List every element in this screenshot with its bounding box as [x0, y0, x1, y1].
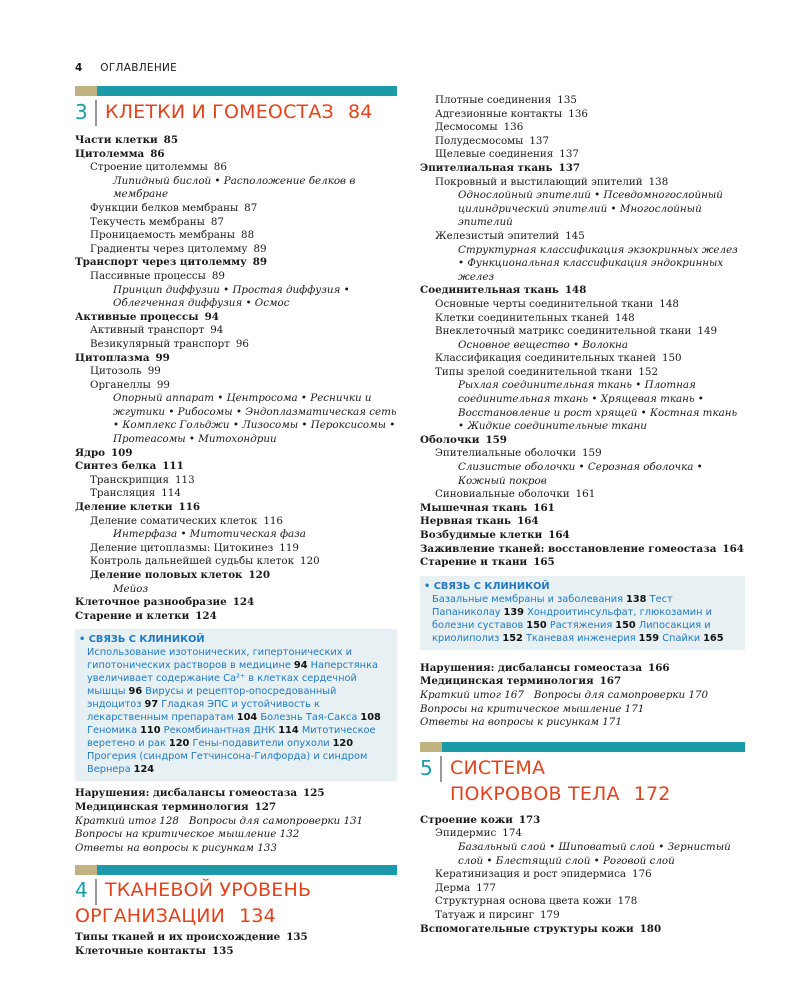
toc-entry [75, 270, 397, 284]
clinic-item-page: 120 [332, 738, 354, 750]
toc-entry [420, 94, 745, 108]
clinic-item-text: Вирусы и рецептор-опосредованный эндоцитоз [87, 686, 337, 711]
toc-list [420, 94, 745, 570]
clinic-item-page: 120 [168, 738, 190, 750]
toc-entry-text: Адгезионные контакты [435, 107, 563, 120]
toc-entry-text: Клеточное разнообразие [75, 596, 227, 609]
toc-entry [75, 216, 397, 230]
toc-entry-page: 99 [155, 351, 170, 364]
toc-entry [420, 529, 745, 543]
clinic-item-page: 150 [526, 619, 547, 631]
review-line [75, 842, 397, 856]
clinic-item-text: Использование изотонических, гипертонических и гипотонических растворов в медицине [87, 647, 353, 672]
clinic-item-text: Наперстянка увеличивает содержание Ca²⁺ в клетках сердечной мышцы [87, 660, 378, 698]
toc-entry [75, 365, 397, 379]
toc-entry-text: Медицинская терминология [75, 800, 249, 813]
clinic-item-text: Липосакция и криолиполиз [432, 619, 711, 644]
toc-entry-text: Везикулярный транспорт [90, 337, 230, 350]
toc-entry-page: 148 [615, 311, 635, 324]
toc-entry-text: Слизистые оболочки • Серозная оболочка • Кожный покров [458, 461, 703, 487]
clinic-item [87, 725, 161, 736]
toc-entry [75, 583, 397, 597]
toc-entry-text: Нарушения: дисбалансы гомеостаза [75, 787, 298, 800]
toc-entry-text: Деление клетки [75, 501, 173, 514]
toc-entry-page: 99 [147, 365, 161, 378]
toc-entry-text: Основные черты соединительной ткани [435, 297, 654, 310]
clinic-item-page: 97 [144, 699, 159, 711]
toc-entry-text: Цитолемма [75, 147, 145, 160]
toc-entry [75, 202, 397, 216]
clinic-item-text: Рекомбинантная ДНК [163, 725, 276, 737]
toc-entry-text: Цитоплазма [75, 351, 150, 364]
toc-entry-text: Клеточные контакты [75, 944, 206, 957]
toc-entry [420, 312, 745, 326]
clinic-item [164, 725, 299, 736]
toc-entry-text: Проницаемость мембраны [90, 229, 236, 242]
toc-entry [420, 339, 745, 353]
toc-entry-text: Органеллы [90, 378, 151, 391]
toc-entry-text: Структурная основа цвета кожи [435, 895, 612, 908]
toc-entry-page: 177 [476, 881, 496, 894]
clinic-item-text: Тканевая инженерия [525, 632, 636, 644]
toc-entry [420, 325, 745, 339]
clinic-heading: • СВЯЗЬ С КЛИНИКОЙ [424, 580, 739, 593]
toc-entry-page: 113 [174, 473, 195, 486]
toc-entry-text: Вспомогательные структуры кожи [420, 922, 634, 935]
toc-entry-page: 124 [232, 596, 255, 609]
toc-entry [75, 610, 397, 624]
toc-entry-text: Кератинизация и рост эпидермиса [435, 868, 627, 881]
toc-entry-page: 120 [300, 555, 320, 568]
toc-entry [420, 108, 745, 122]
toc-entry-page: 87 [210, 215, 224, 228]
toc-entry-page: 159 [581, 447, 602, 460]
right-column [420, 94, 745, 936]
toc-entry [75, 148, 397, 162]
toc-list-after [420, 662, 745, 689]
toc-entry-text: Железистый эпителий [435, 229, 560, 242]
left-column [75, 86, 397, 959]
clinic-item-page: 94 [293, 660, 308, 672]
toc-entry-text: Нарушения: дисбалансы гомеостаза [420, 661, 643, 674]
toc-review-lines [75, 815, 397, 856]
toc-entry-text: Строение цитолеммы [90, 161, 208, 174]
toc-list [75, 134, 397, 623]
toc-entry-text: Интерфаза • Митотическая фаза [113, 528, 306, 541]
review-line [420, 716, 745, 730]
chapter-number: 4 [75, 879, 97, 905]
toc-entry-text: Трансляция [90, 487, 156, 500]
toc-entry-page: 167 [599, 675, 622, 688]
toc-entry [420, 447, 745, 461]
toc-entry-page: 88 [241, 229, 255, 242]
toc-entry [75, 134, 397, 148]
toc-entry [75, 487, 397, 501]
toc-entry-page: 94 [210, 324, 224, 337]
toc-entry-page: 137 [529, 134, 550, 147]
toc-entry-text: Внеклеточный матрикс соединительной ткани [435, 325, 692, 338]
toc-entry-page: 87 [244, 201, 258, 214]
toc-entry-page: 137 [559, 148, 579, 161]
clinic-box [420, 576, 745, 650]
clinic-item-text: Геномика [87, 725, 138, 737]
toc-entry-page: 99 [156, 378, 170, 391]
clinic-item-text: Базальные мембраны и заболевания [432, 593, 624, 605]
toc-entry-text: Градиенты через цитолемму [90, 242, 248, 255]
toc-entry-page: 138 [648, 175, 669, 188]
toc-entry-text: Возбудимые клетки [420, 529, 543, 541]
toc-entry-text: Классификация соединительных тканей [435, 352, 656, 365]
toc-entry-text: Типы зрелой соединительной ткани [435, 365, 633, 378]
toc-entry [420, 461, 745, 488]
toc-entry-page: 86 [213, 161, 227, 174]
review-line [75, 828, 397, 842]
clinic-item-text: Гены-подавители опухоли [192, 738, 330, 750]
toc-entry-text: Опорный аппарат • Центросома • Реснички и жгутики • Рибосомы • Эндоплазматическая сеть • Комплекс Гольджи • Лизосомы • Пероксисомы • Протеасомы • Митохондрии [113, 392, 397, 446]
toc-entry [75, 175, 397, 202]
toc-entry [75, 931, 397, 945]
clinic-item-page: 152 [502, 632, 523, 644]
toc-entry-text: Полудесмосомы [435, 134, 524, 147]
toc-entry-text: Принцип диффузии • Простая диффузия • Облегченная диффузия • Осмос [113, 283, 350, 310]
chapter-bar [75, 86, 397, 96]
toc-entry [420, 502, 745, 516]
review-item: Ответы на вопросы к рисункам 133 [75, 841, 277, 854]
toc-entry [420, 675, 745, 689]
toc-entry-page: 152 [638, 365, 659, 378]
toc-entry [420, 379, 745, 433]
page-number: 4 [75, 62, 83, 74]
toc-entry-text: Заживление тканей: восстановление гомеостаза [420, 542, 717, 555]
review-item: Краткий итог 128 [75, 814, 179, 827]
chapter-5-heading [420, 742, 745, 806]
toc-entry [420, 868, 745, 882]
toc-entry-page: 145 [565, 229, 585, 242]
toc-entry [75, 161, 397, 175]
toc-entry-text: Цитозоль [90, 365, 142, 378]
toc-entry-page: 164 [548, 529, 570, 541]
toc-entry [420, 827, 745, 841]
toc-entry-page: 94 [204, 310, 219, 323]
chapter-title-line2: ОРГАНИЗАЦИИ [75, 905, 226, 928]
toc-entry [75, 447, 397, 461]
toc-entry-page: 89 [253, 242, 267, 255]
toc-entry [420, 135, 745, 149]
toc-entry [75, 515, 397, 529]
clinic-item-page: 104 [236, 712, 258, 724]
toc-entry [420, 882, 745, 896]
toc-entry-text: Плотные соединения [435, 94, 552, 106]
toc-entry-text: Деление цитоплазмы: Цитокинез [90, 541, 274, 554]
chapter-page: 84 [347, 101, 373, 123]
toc-entry-text: Дерма [435, 881, 471, 894]
toc-entry-text: Функции белков мембраны [90, 201, 239, 214]
review-item: Ответы на вопросы к рисункам 171 [420, 716, 622, 729]
toc-entry-page: 111 [162, 460, 184, 473]
toc-entry-text: Рыхлая соединительная ткань • Плотная соединительная ткань • Хрящевая ткань • Восстановление и рост хрящей • Костная ткань • Жидкие соединительные ткани [458, 379, 738, 433]
clinic-item-page: 159 [638, 632, 660, 644]
toc-entry-page: 164 [517, 515, 539, 528]
page-header [75, 62, 177, 74]
chapter-number: 5 [420, 756, 442, 782]
toc-entry [75, 243, 397, 257]
toc-entry [75, 528, 397, 542]
clinic-item-page: 96 [128, 686, 143, 698]
chapter-3-heading [75, 86, 397, 126]
toc-entry [420, 148, 745, 162]
toc-entry-page: 166 [648, 661, 670, 674]
toc-entry-page: 120 [248, 569, 270, 581]
toc-entry [75, 256, 397, 270]
toc-entry-text: Пассивные процессы [90, 269, 206, 282]
clinic-item-page: 165 [703, 632, 724, 644]
toc-entry [420, 543, 745, 557]
toc-entry [75, 501, 397, 515]
toc-review-lines [420, 689, 745, 730]
toc-entry-page: 124 [195, 609, 217, 622]
review-item: Вопросы на критическое мышление 171 [420, 702, 645, 715]
clinic-item-page: 150 [615, 619, 636, 631]
toc-entry-page: 109 [111, 446, 133, 459]
toc-entry-page: 176 [632, 868, 652, 881]
toc-entry [420, 434, 745, 448]
chapter-number: 3 [75, 100, 97, 126]
toc-entry-text: Транспорт через цитолемму [75, 256, 247, 269]
toc-entry-text: Десмосомы [435, 121, 498, 134]
clinic-item [550, 620, 636, 631]
clinic-item-text: Болезнь Тая-Сакса [260, 712, 358, 724]
toc-entry-page: 178 [617, 895, 638, 908]
toc-entry [75, 555, 397, 569]
toc-entry-text: Деление соматических клеток [90, 514, 258, 527]
toc-entry-page: 89 [211, 269, 225, 282]
toc-entry-page: 127 [254, 800, 277, 813]
toc-entry-text: Синтез белка [75, 460, 157, 473]
running-title: ОГЛАВЛЕНИЕ [100, 62, 178, 74]
toc-entry-page: 179 [540, 908, 560, 921]
toc-entry-page: 159 [485, 433, 507, 446]
toc-entry-page: 114 [161, 487, 181, 500]
toc-entry-text: Липидный бислой • Расположение белков в мембране [113, 174, 356, 201]
toc-entry-page: 150 [661, 352, 682, 365]
toc-entry-page: 125 [303, 787, 325, 800]
clinic-item-text: Спайки [662, 632, 701, 644]
toc-entry-page: 161 [575, 488, 596, 501]
toc-entry [75, 596, 397, 610]
clinic-item [432, 594, 647, 605]
toc-entry [75, 338, 397, 352]
toc-entry [75, 392, 397, 446]
clinic-box [75, 629, 397, 781]
toc-entry-page: 86 [150, 147, 165, 160]
toc-entry [75, 945, 397, 959]
toc-entry-page: 116 [178, 501, 201, 514]
toc-entry [420, 284, 745, 298]
toc-entry [420, 121, 745, 135]
toc-entry-text: Активные процессы [75, 310, 199, 323]
toc-entry [75, 801, 397, 815]
review-line [420, 703, 745, 717]
toc-entry-page: 148 [564, 284, 587, 297]
review-line [420, 689, 745, 703]
toc-entry-page: 149 [697, 325, 718, 338]
toc-list [420, 814, 745, 936]
clinic-item [662, 633, 723, 644]
toc-entry [420, 488, 745, 502]
clinic-items [424, 593, 739, 645]
toc-entry-page: 164 [722, 542, 744, 555]
toc-entry-page: 136 [568, 107, 588, 120]
toc-entry-page: 119 [279, 541, 299, 554]
toc-entry [75, 569, 397, 583]
toc-entry [75, 324, 397, 338]
toc-entry [420, 244, 745, 285]
toc-entry [420, 515, 745, 529]
toc-entry [75, 474, 397, 488]
toc-entry-text: Старение и ткани [420, 556, 528, 569]
toc-entry-text: Мейоз [113, 582, 149, 595]
chapter-page: 172 [633, 782, 671, 805]
toc-entry-page: 85 [163, 134, 178, 146]
toc-entry-text: Щелевые соединения [435, 148, 554, 161]
toc-entry-text: Покровный и выстилающий эпителий [435, 175, 643, 188]
toc-entry-page: 165 [533, 556, 555, 569]
toc-entry-text: Базальный слой • Шиповатый слой • Зернистый слой • Блестящий слой • Роговой слой [458, 840, 731, 867]
toc-entry [420, 366, 745, 380]
toc-entry-text: Оболочки [420, 433, 480, 446]
clinic-item-text: Тест Папаниколау [432, 593, 673, 618]
toc-entry [75, 379, 397, 393]
toc-entry-text: Эпителиальные оболочки [435, 447, 576, 460]
toc-entry-text: Контроль дальнейшей судьбы клеток [90, 555, 295, 568]
toc-entry-text: Татуаж и пирсинг [435, 908, 534, 921]
clinic-item [260, 712, 381, 723]
clinic-item-page: 124 [133, 764, 155, 776]
toc-entry [75, 229, 397, 243]
clinic-item [526, 633, 659, 644]
clinic-heading: • СВЯЗЬ С КЛИНИКОЙ [79, 633, 391, 646]
clinic-items [79, 646, 391, 776]
toc-entry-page: 148 [659, 297, 679, 310]
toc-entry [420, 176, 745, 190]
toc-entry [420, 923, 745, 937]
toc-entry [420, 298, 745, 312]
toc-entry-text: Типы тканей и их происхождение [75, 931, 281, 944]
toc-entry-page: 135 [212, 944, 234, 957]
chapter-page: 134 [239, 905, 276, 928]
toc-entry [420, 662, 745, 676]
toc-entry [75, 542, 397, 556]
toc-entry-text: Эпидермис [435, 827, 497, 840]
toc-entry-text: Эпителиальная ткань [420, 161, 553, 174]
toc-entry-text: Соединительная ткань [420, 284, 559, 297]
clinic-item-text: Растяжения [549, 619, 613, 631]
toc-entry [420, 352, 745, 366]
toc-entry-page: 89 [252, 256, 268, 269]
toc-entry-page: 174 [502, 827, 522, 840]
toc-entry [420, 162, 745, 176]
toc-entry-text: Текучесть мембраны [90, 215, 205, 228]
toc-entry [75, 460, 397, 474]
toc-entry-text: Синовиальные оболочки [435, 488, 570, 501]
chapter-bar [420, 742, 745, 752]
toc-entry-page: 161 [533, 501, 555, 514]
toc-list [75, 931, 397, 958]
toc-entry [420, 814, 745, 828]
clinic-item-page: 138 [626, 593, 647, 605]
chapter-title-line1: ТКАНЕВОЙ УРОВЕНЬ [105, 879, 312, 902]
toc-entry-text: Старение и клетки [75, 609, 190, 622]
toc-entry-text: Клетки соединительных тканей [435, 311, 610, 324]
toc-entry-page: 96 [235, 337, 249, 350]
toc-entry [75, 787, 397, 801]
toc-entry [420, 895, 745, 909]
toc-entry [420, 841, 745, 868]
chapter-4-heading [75, 865, 397, 927]
clinic-item-text: Хондроитинсульфат, глюкозамин и болезни суставов [432, 606, 713, 631]
toc-entry-page: 135 [557, 94, 577, 106]
toc-entry [420, 909, 745, 923]
toc-entry [420, 230, 745, 244]
toc-entry-page: 173 [518, 813, 541, 826]
toc-entry-text: Ядро [75, 446, 106, 459]
toc-entry-text: Медицинская терминология [420, 675, 594, 688]
toc-entry [75, 311, 397, 325]
review-item: Вопросы для самопроверки 170 [533, 688, 709, 701]
clinic-item-text: Гладкая ЭПС и устойчивость к лекарственным препаратам [87, 699, 320, 724]
toc-entry [420, 556, 745, 570]
clinic-item-text: Митотическое веретено и рак [87, 725, 376, 750]
review-item: Вопросы для самопроверки 131 [188, 814, 364, 827]
toc-list-after [75, 787, 397, 814]
toc-entry-text: Активный транспорт [90, 324, 205, 337]
clinic-item-page: 110 [140, 725, 161, 737]
chapter-title-line1: СИСТЕМА [450, 756, 546, 779]
review-line [75, 815, 397, 829]
chapter-bar [75, 865, 397, 875]
review-item: Краткий итог 167 [420, 688, 524, 701]
toc-entry-text: Основное вещество • Волокна [458, 338, 628, 351]
clinic-item-page: 139 [503, 606, 524, 618]
clinic-item-page: 114 [278, 725, 299, 737]
toc-entry-text: Строение кожи [420, 813, 513, 826]
chapter-title-line2: ПОКРОВОВ ТЕЛА [450, 782, 620, 805]
toc-entry-text: Структурная классификация экзокринных желез • Функциональная классификация эндокринных желез [458, 243, 738, 283]
toc-entry-text: Деление половых клеток [90, 569, 243, 581]
toc-entry [420, 189, 745, 230]
toc-entry-page: 180 [639, 922, 662, 935]
toc-entry-text: Однослойный эпителий • Псевдомногослойный цилиндрический эпителий • Многослойный эпителий [458, 189, 723, 229]
toc-entry [75, 352, 397, 366]
clinic-item-page: 108 [360, 712, 381, 724]
clinic-item [87, 751, 367, 775]
clinic-item-text: Прогерия (синдром Гетчинсона-Гилфорда) и синдром Вернера [87, 751, 368, 776]
toc-entry-page: 136 [503, 121, 524, 134]
toc-entry-page: 137 [558, 161, 581, 174]
toc-entry-page: 116 [263, 514, 283, 527]
toc-entry [75, 284, 397, 311]
toc-entry-text: Части клетки [75, 134, 158, 146]
toc-entry-page: 135 [286, 931, 308, 944]
toc-entry-text: Мышечная ткань [420, 501, 528, 514]
review-item: Вопросы на критическое мышление 132 [75, 828, 300, 841]
toc-entry-text: Нервная ткань [420, 515, 512, 528]
toc-entry-text: Транскрипция [90, 473, 169, 486]
clinic-item [193, 738, 354, 749]
chapter-title: КЛЕТКИ И ГОМЕОСТАЗ [105, 101, 334, 123]
